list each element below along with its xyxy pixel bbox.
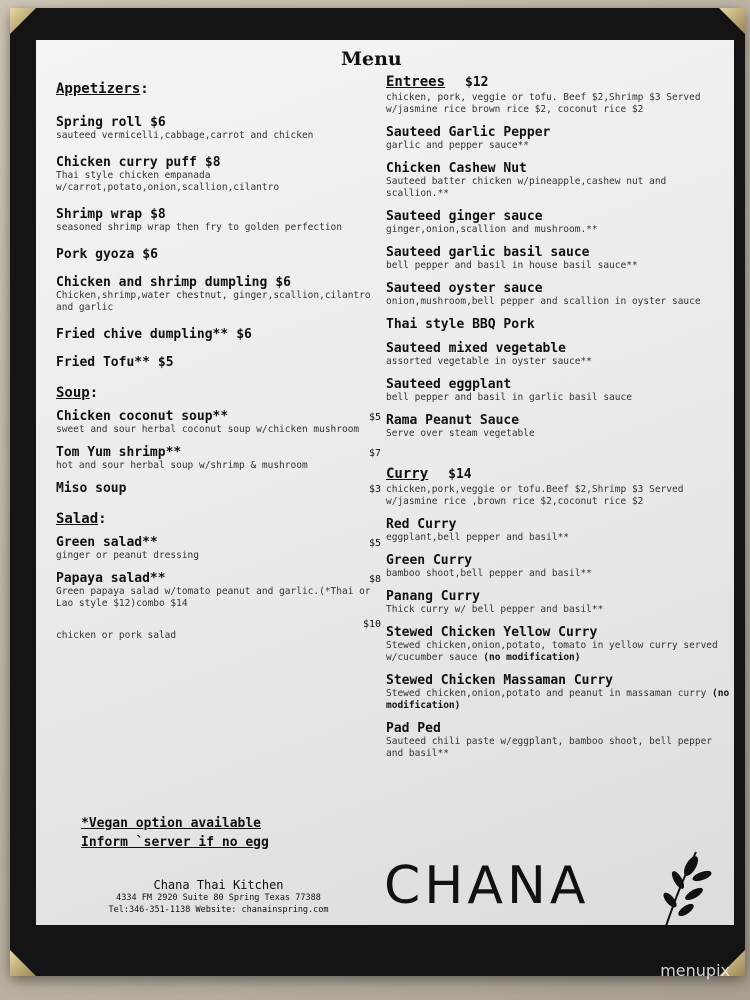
menu-item-row bbox=[56, 571, 381, 586]
menu-item-row bbox=[56, 409, 381, 424]
menu-item-description: sweet and sour herbal coconut soup w/chicken mushroom bbox=[56, 424, 360, 435]
soup-title: Soup bbox=[56, 385, 90, 401]
menu-item-description: seasoned shrimp wrap then fry to golden perfection bbox=[56, 222, 342, 233]
menu-item bbox=[386, 625, 731, 664]
menu-item-name: Green Curry bbox=[386, 553, 473, 568]
menu-item bbox=[386, 317, 731, 332]
menu-item-name: Sauteed garlic basil sauce bbox=[386, 245, 590, 260]
appetizers-header: Appetizers: bbox=[56, 81, 149, 97]
vegan-note-line2: Inform `server if no egg bbox=[81, 835, 269, 850]
curry-header bbox=[386, 466, 731, 482]
menu-item-description: bell pepper and basil in garlic basil sauce bbox=[386, 392, 632, 403]
menu-item bbox=[386, 161, 731, 200]
chana-logo bbox=[384, 852, 714, 924]
menu-item-description: ginger or peanut dressing bbox=[56, 550, 199, 561]
menu-item-name: Spring roll bbox=[56, 115, 143, 130]
salad-header: Salad: bbox=[56, 511, 107, 527]
menu-item bbox=[56, 409, 381, 436]
menu-item-row bbox=[56, 445, 381, 460]
menu-item-name: Sauteed eggplant bbox=[386, 377, 512, 392]
menu-item bbox=[386, 377, 731, 404]
menu-item bbox=[56, 535, 381, 562]
menu-item-name: Pad Ped bbox=[386, 721, 441, 736]
salad-title: Salad bbox=[56, 511, 99, 527]
menu-item bbox=[386, 673, 731, 712]
menu-item-row bbox=[56, 619, 381, 630]
menu-item-price: $6 bbox=[142, 247, 158, 262]
menu-item-row bbox=[56, 535, 381, 550]
menu-item-description: Chicken,shrimp,water chestnut, ginger,scallion,cilantro and garlic bbox=[56, 290, 371, 313]
menu-item-name: Fried Tofu** bbox=[56, 355, 150, 370]
menu-item-description: Serve over steam vegetable bbox=[386, 428, 535, 439]
menu-item bbox=[56, 243, 381, 262]
entrees-list bbox=[386, 125, 731, 440]
menu-item-name: Fried chive dumpling** bbox=[56, 327, 229, 342]
menu-item bbox=[56, 619, 381, 642]
menu-item bbox=[386, 125, 731, 152]
logo-wordmark: CHANA bbox=[384, 856, 590, 916]
menu-title: Menu bbox=[341, 48, 402, 70]
curry-description: chicken,pork,veggie or tofu.Beef $2,Shrimp $3 Served w/jasmine rice ,brown rice $2,coconut rice $2 bbox=[386, 484, 684, 507]
menu-item-name: Miso soup bbox=[56, 481, 127, 496]
salad-list bbox=[56, 535, 381, 642]
menu-item bbox=[386, 209, 731, 236]
menu-item-row bbox=[56, 203, 381, 222]
menu-item-title bbox=[56, 271, 291, 290]
menu-item-price: $10 bbox=[362, 619, 381, 630]
menu-item-name: Sauteed Garlic Pepper bbox=[386, 125, 551, 140]
menu-item-title bbox=[56, 243, 158, 262]
menu-item-name: Chicken Cashew Nut bbox=[386, 161, 527, 176]
menu-page bbox=[36, 40, 734, 925]
soup-list bbox=[56, 409, 381, 496]
menu-item-name: Rama Peanut Sauce bbox=[386, 413, 520, 428]
menu-item-description: assorted vegetable in oyster sauce** bbox=[386, 356, 592, 367]
menu-item-name: Stewed Chicken Yellow Curry bbox=[386, 625, 598, 640]
menu-item-name: Sauteed ginger sauce bbox=[386, 209, 543, 224]
menu-item-price: $6 bbox=[150, 115, 166, 130]
menu-item-description: Thai style chicken empanada w/carrot,potato,onion,scallion,cilantro bbox=[56, 170, 280, 193]
menu-item-name: Chicken curry puff bbox=[56, 155, 197, 170]
menu-item-note: (no modification) bbox=[386, 688, 730, 711]
menu-item-description: Stewed chicken,onion,potato, tomato in yellow curry served w/cucumber sauce (no modification) bbox=[386, 640, 718, 663]
menu-item-description: bell pepper and basil in house basil sauce** bbox=[386, 260, 638, 271]
menu-item-row bbox=[56, 243, 381, 262]
curry-list bbox=[386, 517, 731, 760]
menu-item-description: bamboo shoot,bell pepper and basil** bbox=[386, 568, 592, 579]
menu-item-description: eggplant,bell pepper and basil** bbox=[386, 532, 570, 543]
menu-item bbox=[56, 445, 381, 472]
menu-item-name: Sauteed oyster sauce bbox=[386, 281, 543, 296]
menu-item bbox=[386, 553, 731, 580]
menu-item-price: $6 bbox=[275, 275, 291, 290]
menu-item bbox=[56, 351, 381, 370]
menu-item-price: $8 bbox=[204, 155, 221, 170]
menu-item-description: onion,mushroom,bell pepper and scallion in oyster sauce bbox=[386, 296, 701, 307]
menu-item-row bbox=[56, 151, 381, 170]
menu-item-name: Red Curry bbox=[386, 517, 457, 532]
menu-item-description: Thick curry w/ bell pepper and basil** bbox=[386, 604, 604, 615]
menu-item-description: ginger,onion,scallion and mushroom.** bbox=[386, 224, 598, 235]
menu-item-note: (no modification) bbox=[483, 652, 581, 663]
vegan-note-line1: *Vegan option available bbox=[81, 816, 262, 831]
menu-item bbox=[56, 481, 381, 496]
menu-item-description: hot and sour herbal soup w/shrimp & mushroom bbox=[56, 460, 308, 471]
leaf-branch-icon bbox=[646, 848, 716, 928]
watermark: menupix bbox=[660, 961, 730, 980]
menu-item bbox=[386, 281, 731, 308]
appetizers-title: Appetizers bbox=[56, 81, 141, 97]
menu-item-row bbox=[56, 351, 381, 370]
entrees-price: $12 bbox=[465, 75, 489, 90]
menu-item-price: $5 bbox=[157, 355, 174, 370]
menu-item-price: $8 bbox=[368, 574, 381, 585]
menu-item-description: sauteed vermicelli,cabbage,carrot and chicken bbox=[56, 130, 314, 141]
menu-item-row bbox=[56, 323, 381, 342]
left-column bbox=[56, 78, 381, 651]
menu-item-name: Tom Yum shrimp** bbox=[56, 445, 182, 460]
menu-item-title bbox=[56, 323, 252, 342]
menu-item-name: Chicken and shrimp dumpling bbox=[56, 275, 268, 290]
menu-item bbox=[386, 413, 731, 440]
menu-item bbox=[56, 151, 381, 194]
menu-item bbox=[386, 341, 731, 368]
appetizers-list bbox=[56, 111, 381, 370]
menu-item-name: Thai style BBQ Pork bbox=[386, 317, 535, 332]
menu-item-price: $7 bbox=[368, 448, 381, 459]
menu-item-name: Panang Curry bbox=[386, 589, 480, 604]
vegan-note bbox=[81, 814, 341, 852]
menu-item-price: $8 bbox=[150, 207, 166, 222]
right-column bbox=[386, 74, 731, 769]
menu-item-description: chicken or pork salad bbox=[56, 630, 177, 641]
menu-item bbox=[56, 111, 381, 142]
menu-item-description: Sauteed batter chicken w/pineapple,cashew nut and scallion.** bbox=[386, 176, 667, 199]
entrees-description: chicken, pork, veggie or tofu. Beef $2,Shrimp $3 Served w/jasmine rice brown rice $2, coconut rice $2 bbox=[386, 92, 701, 115]
menu-item-description: Sauteed chili paste w/eggplant, bamboo shoot, bell pepper and basil** bbox=[386, 736, 713, 759]
menu-item bbox=[386, 721, 731, 760]
restaurant-name: Chana Thai Kitchen bbox=[153, 878, 284, 892]
curry-title: Curry bbox=[386, 466, 429, 482]
restaurant-address: 4334 FM 2920 Suite 80 Spring Texas 77388 bbox=[116, 893, 321, 903]
menu-item-description: Green papaya salad w/tomato peanut and garlic.(*Thai or Lao style $12)combo $14 bbox=[56, 586, 371, 609]
menu-item-row bbox=[56, 481, 381, 496]
menu-item bbox=[386, 245, 731, 272]
menu-item bbox=[386, 589, 731, 616]
menu-item-description: garlic and pepper sauce** bbox=[386, 140, 529, 151]
menu-item-price: $3 bbox=[368, 484, 381, 495]
curry-price: $14 bbox=[448, 467, 472, 482]
menu-item-name: Green salad** bbox=[56, 535, 158, 550]
menu-item-name: Sauteed mixed vegetable bbox=[386, 341, 567, 356]
menu-item-title bbox=[56, 151, 221, 170]
menu-item-row bbox=[56, 271, 381, 290]
menu-item-title bbox=[56, 111, 166, 130]
menu-item-name: Stewed Chicken Massaman Curry bbox=[386, 673, 613, 688]
soup-header: Soup: bbox=[56, 385, 99, 401]
menu-item-title bbox=[56, 203, 166, 222]
menu-item-price: $5 bbox=[368, 412, 381, 423]
entrees-title: Entrees bbox=[386, 74, 446, 90]
menu-item-name: Shrimp wrap bbox=[56, 207, 143, 222]
restaurant-contact: Tel:346-351-1138 Website: chanainspring.com bbox=[108, 905, 329, 915]
menu-item-price: $6 bbox=[236, 327, 252, 342]
menu-item bbox=[56, 323, 381, 342]
menu-item bbox=[56, 571, 381, 610]
menu-item-row bbox=[56, 111, 381, 130]
menu-item bbox=[56, 203, 381, 234]
menu-item-name: Chicken coconut soup** bbox=[56, 409, 229, 424]
menu-item-price: $5 bbox=[368, 538, 381, 549]
menu-item bbox=[386, 517, 731, 544]
menu-item bbox=[56, 271, 381, 314]
restaurant-footer bbox=[56, 878, 381, 916]
menu-item-description: Stewed chicken,onion,potato and peanut in massaman curry (no modification) bbox=[386, 688, 730, 711]
menu-item-title bbox=[56, 351, 174, 370]
menu-item-name: Pork gyoza bbox=[56, 247, 135, 262]
menu-item-name: Papaya salad** bbox=[56, 571, 166, 586]
entrees-header bbox=[386, 74, 731, 90]
